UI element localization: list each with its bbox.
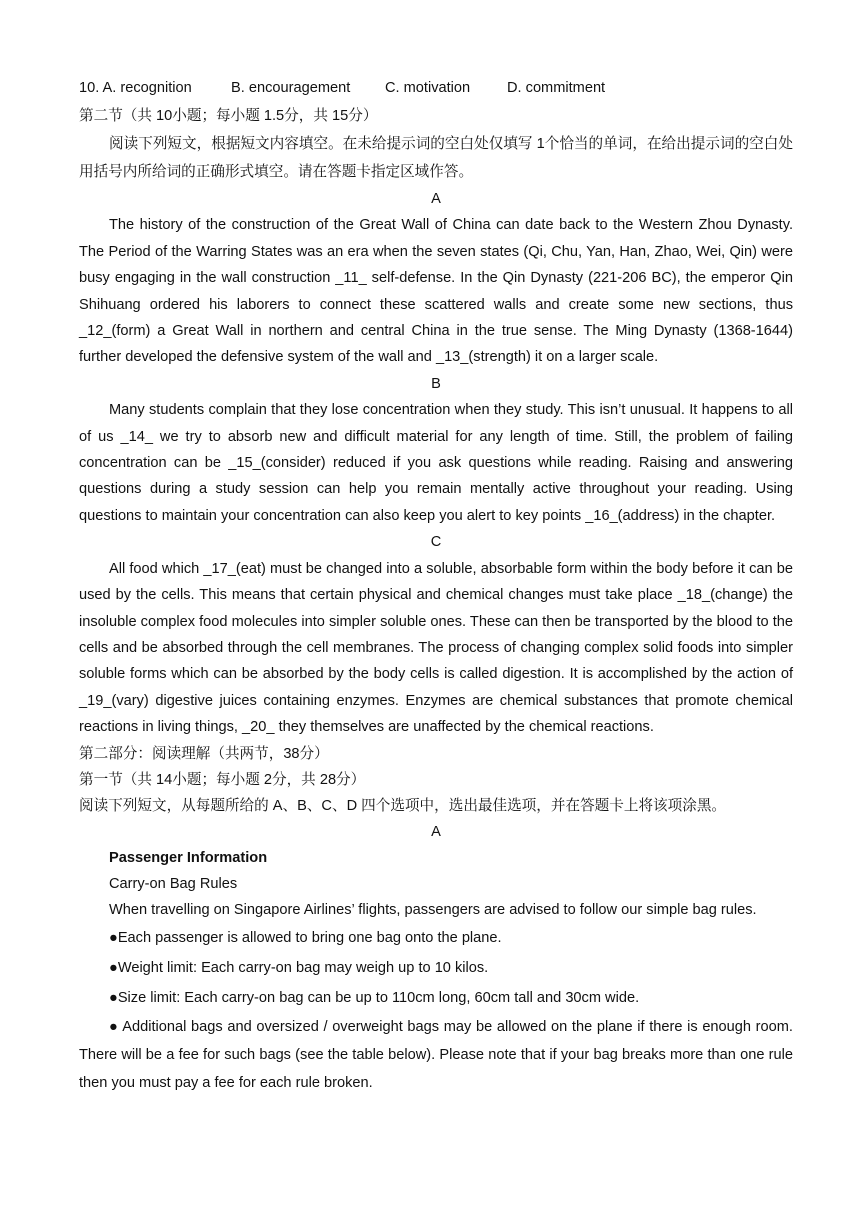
rule-item-additional: ● Additional bags and oversized / overweight bags may be allowed on the plane if there is enough room. There will be a fee for such bags (see the table below). Please note that if your bag breaks more than one rule then you must pay a fee for each rule broken. xyxy=(79,1018,793,1091)
section2-instructions: 阅读下列短文，根据短文内容填空。在未给提示词的空白处仅填写 1个恰当的单词，在给出提示词的空白处用括号内所给词的正确形式填空。请在答题卡指定区域作答。 xyxy=(79,136,793,180)
rule-item: ●Weight limit: Each carry-on bag may weigh up to 10 kilos. xyxy=(109,959,489,976)
passage-b-text: Many students complain that they lose concentration when they study. This isn’t unusual. It happens to all of us _14_ we try to absorb new and difficult material for any length of time. Still, the problem of failing concentration can be _15_(consider) reduced if you ask questions while reading. Raising and answering questions during a study session can help you remain mentally active throughout your reading. Using questions to maintain your concentration can also keep you alert to key points _16_(address) in the chapter. xyxy=(79,402,793,524)
reading-a-subtitle: Carry-on Bag Rules xyxy=(109,875,238,892)
reading-a-title: Passenger Information xyxy=(109,849,268,866)
option-d: D. commitment xyxy=(507,80,606,96)
option-b: B. encouragement xyxy=(231,80,351,96)
question-10-options xyxy=(79,76,793,100)
passage-a-label: A xyxy=(431,191,441,207)
section2-heading: 第二节（共 10小题；每小题 1.5分，共 15分） xyxy=(79,108,378,124)
option-a: 10. A. recognition xyxy=(79,80,192,96)
rule-item: ●Size limit: Each carry-on bag can be up to 110cm long, 60cm tall and 30cm wide. xyxy=(109,989,640,1006)
option-c: C. motivation xyxy=(385,80,471,96)
reading-a-label: A xyxy=(431,823,441,840)
reading-a-intro: When travelling on Singapore Airlines’ flights, passengers are advised to follow our simple bag rules. xyxy=(109,901,757,918)
passage-c-text: All food which _17_(eat) must be changed into a soluble, absorbable form within the body before it can be used by the cells. This means that certain physical and chemical changes must take place _18_(change) the insoluble complex food molecules into simpler soluble ones. These can then be transported by the blood to the cells and be absorbed through the cell membranes. The process of changing complex solid foods into simpler soluble forms which can be absorbed by the body cells is called digestion. It is accomplished by the action of _19_(vary) digestive juices containing enzymes. Enzymes are chemical substances that promote chemical reactions in living things, _20_ they themselves are unaffected by the chemical reactions. xyxy=(79,560,793,736)
rule-item: ●Each passenger is allowed to bring one bag onto the plane. xyxy=(109,929,502,946)
part2-instructions: 阅读下列短文，从每题所给的 A、B、C、D 四个选项中，选出最佳选项，并在答题卡上将该项涂黑。 xyxy=(79,797,727,814)
document-page xyxy=(79,76,793,1097)
part2-section1-heading: 第一节（共 14小题；每小题 2分，共 28分） xyxy=(79,771,366,788)
passage-a-text: The history of the construction of the Great Wall of China can date back to the Western Zhou Dynasty. The Period of the Warring States was an era when the seven states (Qi, Chu, Yan, Han, Zhao, Wei, Qin) were busy engaging in the wall construction _11_ self-defense. In the Qin Dynasty (221-206 BC), the emperor Qin Shihuang ordered his laborers to connect these scattered walls and create some new sections, thus _12_(form) a Great Wall in northern and central China in the true sense. The Ming Dynasty (1368-1644) further developed the defensive system of the wall and _13_(strength) it on a larger scale. xyxy=(79,217,793,366)
passage-b-label: B xyxy=(431,375,441,392)
passage-c-label: C xyxy=(430,534,442,551)
part2-heading: 第二部分：阅读理解（共两节，38分） xyxy=(79,745,329,762)
